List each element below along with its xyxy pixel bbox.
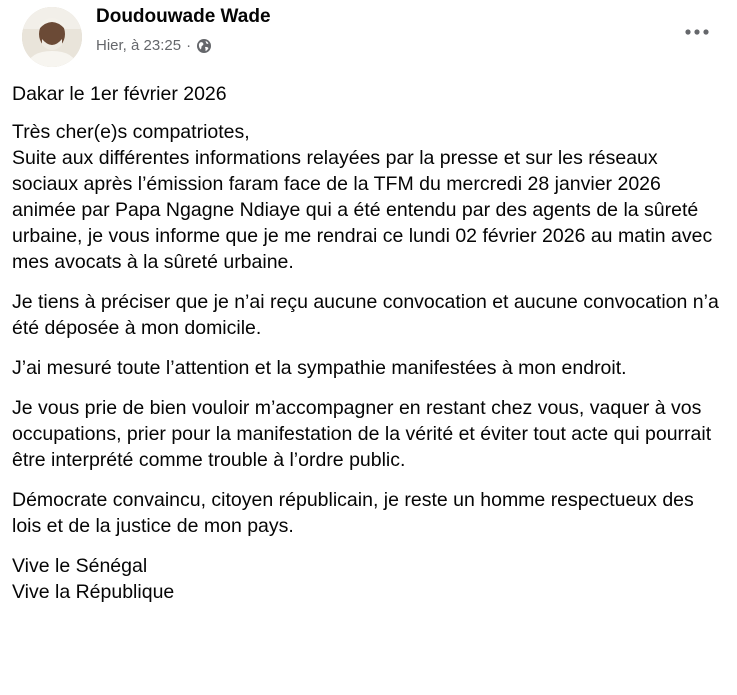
author-name[interactable]: Doudouwade Wade [96,6,271,27]
post-paragraph: J’ai mesuré toute l’attention et la sympathie manifestées à mon endroit. [12,357,627,379]
more-options-button[interactable] [679,18,715,46]
post-paragraph-date: Dakar le 1er février 2026 [12,83,227,105]
globe-icon[interactable] [196,38,212,54]
post-paragraph-closing: Vive le Sénégal Vive la République [12,555,175,603]
post-paragraph: Très cher(e)s compatriotes, Suite aux différentes informations relayées par la presse et sur les réseaux sociaux après l’émission faram face de la TFM du mercredi 28 janvier 2026 animée par Papa Ngagne Ndiaye qui a été entendu par des agents de la sûreté urbaine, je vous informe que je me rendrai ce lundi 02 février 2026 au matin avec mes avocats à la sûreté urbaine. [12,121,713,273]
post-header [12,0,725,72]
post-paragraph: Démocrate convaincu, citoyen républicain, je reste un homme respectueux des lois et de la justice de mon pays. [12,489,700,537]
post-paragraph: Je vous prie de bien vouloir m’accompagner en restant chez vous, vaquer à vos occupations, prier pour la manifestation de la vérité et éviter tout acte qui pourrait être interprété comme trouble à l’ordre public. [12,397,717,471]
more-options-icon [683,28,711,36]
post-text [12,81,725,605]
post-timestamp[interactable]: Hier, à 23:25 [96,37,182,54]
avatar[interactable] [22,7,82,67]
avatar-image [22,7,82,67]
post-meta [96,37,212,54]
post-paragraph: Je tiens à préciser que je n’ai reçu aucune convocation et aucune convocation n’a été déposée à mon domicile. [12,291,725,339]
meta-separator: · [186,37,192,54]
